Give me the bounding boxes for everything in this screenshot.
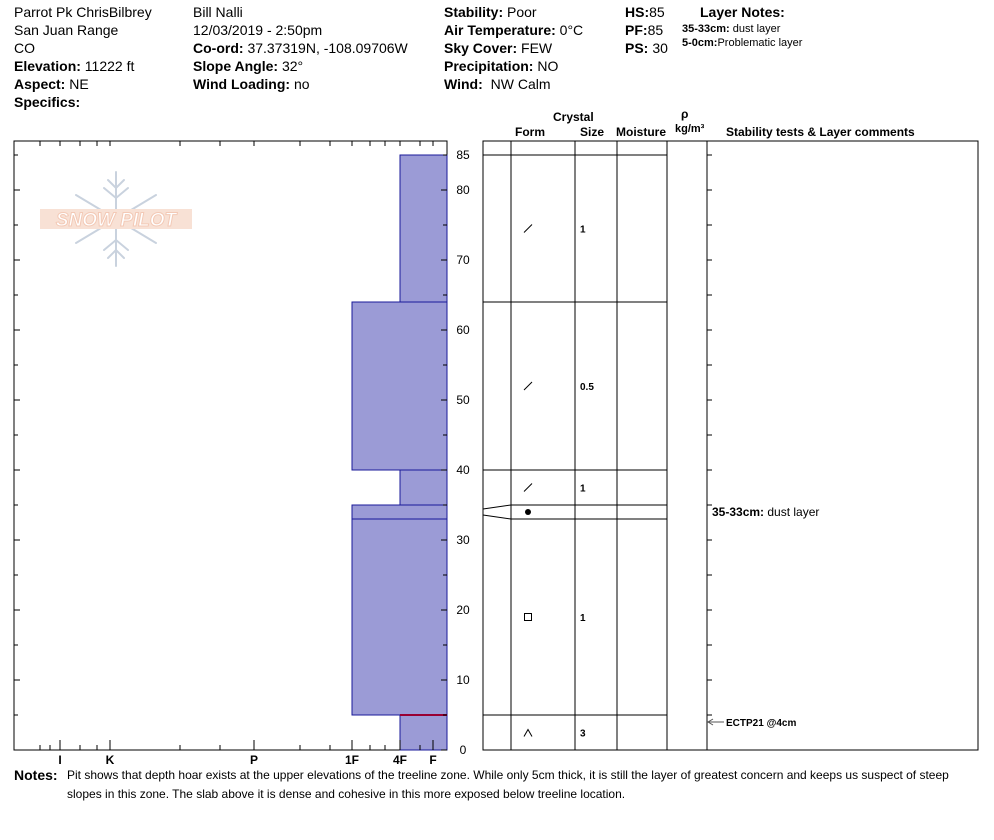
- depth-tick-label: 0: [459, 743, 467, 757]
- elevation-label: Elevation:: [14, 58, 81, 74]
- aspect-label: Aspect:: [14, 76, 66, 92]
- layers-group: [352, 155, 447, 750]
- pf-value: 85: [647, 22, 664, 38]
- snowpilot-logo: [40, 172, 192, 266]
- layer-comment-text: dust layer: [767, 505, 820, 519]
- hardness-label: 1F: [344, 753, 360, 767]
- depth-axis: [456, 148, 470, 757]
- layer-comments: [708, 505, 819, 729]
- hardness-label: F: [429, 753, 437, 767]
- stability-label: Stability:: [444, 4, 504, 20]
- layer-bar: [352, 302, 447, 470]
- depth-tick-label: 10: [456, 673, 470, 687]
- wind-label: Wind:: [444, 76, 483, 92]
- elevation-value: 11222 ft: [84, 58, 135, 74]
- form-header: Form: [515, 125, 545, 139]
- faceted-crystal-icon: [525, 614, 532, 621]
- datetime: 12/03/2019 - 2:50pm: [193, 22, 323, 38]
- crystal-size: 1: [580, 613, 586, 624]
- comments-header: Stability tests & Layer comments: [726, 125, 915, 139]
- facet-icon: [524, 225, 532, 233]
- logo-text: SNOW PILOT: [55, 210, 177, 231]
- notes-label: Notes:: [14, 767, 58, 783]
- layer-note-depth: 35-33cm:: [682, 23, 730, 35]
- depth-tick-label: 30: [456, 533, 470, 547]
- ps-label: PS:: [625, 40, 649, 56]
- layer-note-text: dust layer: [732, 23, 781, 35]
- crystal-size: 1: [580, 224, 586, 236]
- wind-loading-value: no: [293, 76, 310, 92]
- notes: [14, 766, 974, 801]
- depth-tick-label: 60: [456, 323, 470, 337]
- layer-bar: [400, 470, 447, 505]
- hardness-label: P: [249, 753, 259, 767]
- depth-tick-label: 50: [456, 393, 470, 407]
- layer-note-depth: 5-0cm:: [682, 37, 718, 49]
- layer-bar: [352, 505, 447, 519]
- precip-label: Precipitation:: [444, 58, 534, 74]
- melt-form-icon: [525, 509, 531, 515]
- ps-value: 30: [652, 40, 668, 56]
- profile-table-frame: [483, 141, 978, 750]
- moisture-header: Moisture: [616, 125, 667, 139]
- rho-header: ρ: [681, 107, 689, 121]
- density-unit-header: kg/m³: [675, 123, 705, 135]
- wind-loading-label: Wind Loading:: [193, 76, 291, 92]
- hardness-label: 4F: [392, 753, 408, 767]
- depth-tick-label: 85: [456, 148, 470, 162]
- wind-value: NW Calm: [490, 76, 551, 92]
- sky-label: Sky Cover:: [444, 40, 518, 56]
- layer-bar: [352, 519, 447, 715]
- depth-hoar-icon: [524, 730, 532, 737]
- stability-test-result: ECTP21 @4cm: [726, 718, 797, 729]
- crystal-size: 3: [580, 728, 586, 740]
- air-temp-label: Air Temperature:: [444, 22, 556, 38]
- depth-tick-label: 70: [456, 253, 470, 267]
- depth-tick-label: 80: [456, 183, 470, 197]
- facet-icon: [524, 382, 532, 390]
- coord-label: Co-ord:: [193, 40, 244, 56]
- hardness-label: K: [105, 753, 115, 767]
- slope-value: 32°: [281, 58, 304, 74]
- layer-comment: [712, 505, 819, 519]
- facet-icon: [524, 484, 532, 492]
- crystal-size: 0.5: [580, 382, 594, 393]
- slope-label: Slope Angle:: [193, 58, 279, 74]
- layer-comment-depth: 35-33cm:: [712, 505, 768, 519]
- hs-label: HS:: [625, 4, 650, 20]
- range: San Juan Range: [14, 22, 119, 38]
- specifics-label: Specifics:: [14, 94, 81, 110]
- stability-value: Poor: [507, 4, 537, 20]
- notes-text: Pit shows that depth hoar exists at the upper elevations of the treeline zone. While only 5cm thick, it is still the layer of greatest concern and keeps us suspect of steep slopes in this zone. The slab above it is dense and cohesive in this more exposed below treeline location.: [67, 768, 949, 801]
- depth-tick-label: 40: [456, 463, 470, 477]
- observer: Bill Nalli: [193, 4, 243, 20]
- coord-value: 37.37319N, -108.09706W: [247, 40, 408, 56]
- depth-tick-label: 20: [456, 603, 470, 617]
- size-header: Size: [580, 125, 605, 139]
- air-temp-value: 0°C: [559, 22, 584, 38]
- precip-value: NO: [537, 58, 559, 74]
- crystal-header: Crystal: [553, 110, 594, 124]
- layer-note-text: Problematic layer: [717, 37, 803, 49]
- comment-axis-ticks: [707, 155, 712, 750]
- aspect-value: NE: [69, 76, 89, 92]
- layer-bar: [400, 155, 447, 302]
- state: CO: [14, 40, 35, 56]
- location: Parrot Pk ChrisBilbrey: [14, 4, 152, 20]
- pf-label: PF:: [625, 22, 648, 38]
- hs-value: 85: [649, 4, 665, 20]
- layer-bar: [400, 715, 447, 750]
- sky-value: FEW: [521, 40, 553, 56]
- layer-notes-title: Layer Notes:: [700, 4, 785, 20]
- hardness-label: I: [58, 753, 62, 767]
- crystal-size: 1: [580, 483, 586, 495]
